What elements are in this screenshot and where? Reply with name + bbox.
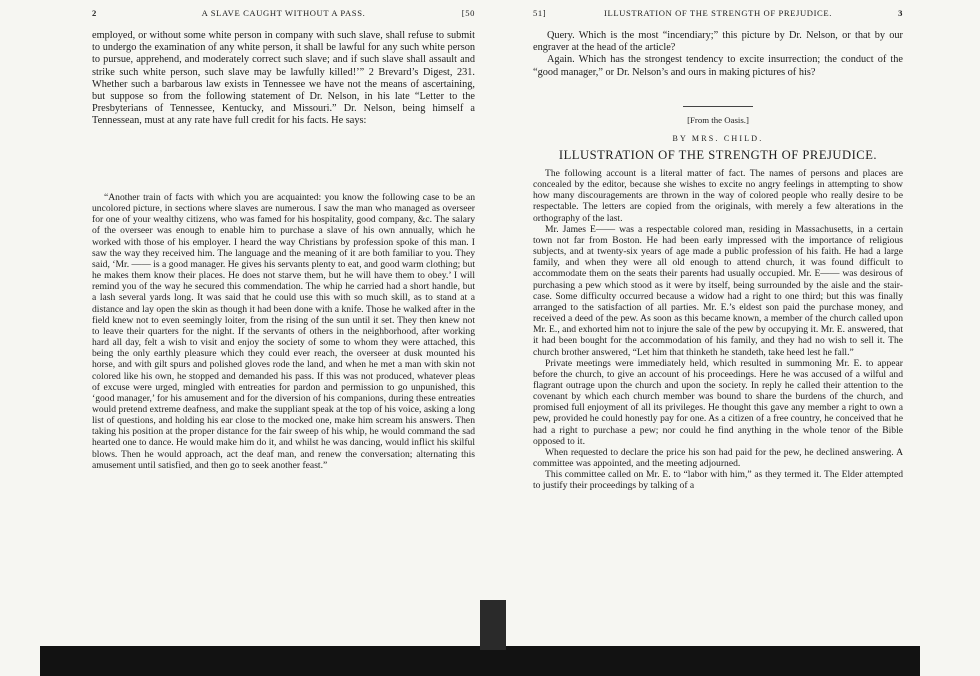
scan-shadow-bar	[40, 646, 920, 676]
left-page	[92, 0, 475, 640]
right-page-number: 3	[898, 8, 903, 18]
right-bracket-number: 51]	[533, 8, 547, 18]
left-bracket-number: [50	[461, 8, 475, 18]
right-running-title: ILLUSTRATION OF THE STRENGTH OF PREJUDICE.	[604, 8, 832, 18]
query-paragraph: Again. Which has the strongest tendency to excite insurrection; the conduct of the “good manager,” or Dr. Nelson’s and ours in making pictures of his?	[533, 54, 903, 78]
left-running-title: A SLAVE CAUGHT WITHOUT A PASS.	[201, 8, 366, 18]
section-divider	[683, 106, 753, 107]
left-running-head	[92, 8, 475, 22]
article-paragraph: This committee called on Mr. E. to “labor with him,” as they termed it. The Elder attempted to justify their proceedings by talking of a	[533, 469, 903, 492]
right-page	[533, 0, 903, 640]
intro-paragraph: employed, or without some white person in company with such slave, shall refuse to submit to undergo the examination of any white person, it shall be lawful for any such white person to pursue, apprehend, and moderately correct such slave; and if such slave shall assault and strike such white person, such slave may be lawfully killed!’” 2 Brevard’s Digest, 231. Whether such a barbarous law exists in Tennessee we have not the means of ascertaining, but suppose so from the following statement of Dr. Nelson, in his late “Letter to the Presbyterians of Tennessee, Kentucky, and Missouri.” Dr. Nelson, being himself a Tennessean, must at any rate have full credit for his facts. He says:	[92, 30, 475, 127]
left-intro-text	[92, 30, 475, 128]
source-note: [From the Oasis.]	[687, 115, 749, 125]
article-title: ILLUSTRATION OF THE STRENGTH OF PREJUDICE.	[558, 148, 878, 162]
query-text	[533, 30, 903, 79]
quote-paragraph: “Another train of facts with which you are acquainted: you know the following case to be an uncolored picture, in sections where slaves are numerous. I saw the man who managed as overseer for one of your wealthy citizens, who was famed for his hospitality, good company, &c. The salary of the overseer was enough to enable him to purchase a slave of his own annually, which he worked with those of his employer. I heard the way Christians by profession spoke of this man. I saw the way they received him. The language and the meaning of it are both familiar to you. They said, ‘Mr. —— is a good manager. He gives his servants plenty to eat, and good warm clothing; but he makes them know their places. He does not starve them, but he will have them to obey.’ I will remind you of the way he secured this commendation. The whip he carried had a short handle, but a lash several yards long. It was said that he could use this with so much skill, as to stand at a distance and lay open the skin as though it had been done with a knife. Those he walked after in the field knew not to even seemingly loiter, from the rising of the sun until it set. They then knew not to leave their quarters for the night. If the servants of others in the neighborhood, after working hard all day, felt a wish to visit and enjoy the society of some to whom they were attached, this being the only earthly pleasure which they could ever reach, the overseer at dusk mounted his horse, and with gilt spurs and polished gloves rode the land, and when he met a man with skin not colored like his own, he stopped and demanded his pass. If this was not produced, whatever pleas of excuse were urged, mingled with entreaties for pardon and permission to go unpunished, this ‘good manager,’ for his amusement and for the diversion of his companions, during these entreaties would pretend extreme deafness, and make the suppliant speak at the top of his voice, asking a long list of questions, and holding his ear close to the mocked one, make him scream his answers. Then taking his position at the proper distance for the fair sweep of his whip, he would command the sad hearted one to dance. He would make him do it, and whilst he was dancing, would inflict his skilful blows. Then he would approach, act the deaf man, and renew the conversation; alternating this amusement until satisfied, and then go to seek another feast.”	[92, 192, 475, 471]
nelson-quote	[92, 192, 475, 471]
gutter-shadow	[480, 600, 506, 650]
article-paragraph: Mr. James E—— was a respectable colored man, residing in Massachusetts, in a certain town not far from Boston. He had been early impressed with the importance of religious subjects, and at twenty-six years of age made a public profession of his faith. He had a large family, and when they were all old enough to attend church, it was found difficult to accommodate them on the seats their parents had usually occupied. Mr. E—— was desirous of purchasing a pew which stood as it were by itself, being surrounded by the aisle and the stair-case. Some difficulty occurred because a widow had a right to one third; but this was finally arranged to the satisfaction of all parties. Mr. E.’s eldest son paid the purchase money, and received a deed of the pew. As soon as this became known, a member of the church called upon Mr. E., and exhorted him not to injure the sale of the pew by occupying it. Mr. E. answered, that it had been bought for the accommodation of his family, and they had no wish to sell it. The church brother answered, “Let him that thinketh he standeth, take heed lest he fall.”	[533, 223, 903, 358]
left-page-number: 2	[92, 8, 97, 18]
article-paragraph: When requested to declare the price his son had paid for the pew, he declined answering. A committee was appointed, and the meeting adjourned.	[533, 446, 903, 470]
query-paragraph: Query. Which is the most “incendiary;” this picture by Dr. Nelson, or that by our engraver at the head of the article?	[533, 30, 903, 54]
article-body	[533, 168, 903, 492]
byline: BY MRS. CHILD.	[672, 134, 764, 143]
article-paragraph: Private meetings were immediately held, which resulted in summoning Mr. E. to appear before the church, to give an account of his proceedings. Here he was accused of a wilful and flagrant outrage upon the church and upon the society. In reply he called their attention to the covenant by which each church member was bound to share the burdens of the church, and promised full enjoyment of all its privileges. He thought this gave any member a right to own a pew, provided he could honestly pay for one. As a citizen of a free country, he conceived that he had a right to purchase a pew; nor could he find anything in the whole tenor of the Bible opposed to it.	[533, 357, 903, 447]
right-running-head	[533, 8, 903, 22]
article-paragraph: The following account is a literal matter of fact. The names of persons and places are concealed by the editor, because she wishes to excite no angry feelings in attempting to show how many discouragements are thrown in the way of colored people who really desire to be respectable. The letters are copied from the originals, with merely a few alterations in the orthography of the last.	[533, 168, 903, 224]
